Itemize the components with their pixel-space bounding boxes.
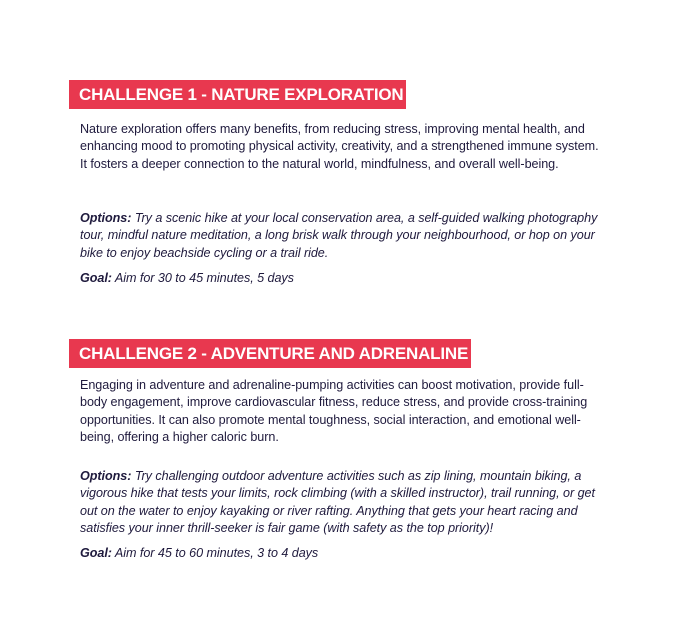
challenge-1-intro: Nature exploration offers many benefits, from reducing stress, improving mental health, and enhancing mood to promoting physical activity, creativity, and a strengthened immune system. It fosters a deeper connection to the natural world, mindfulness, and overall well-being.: [80, 122, 599, 171]
challenge-2-options: [80, 468, 605, 538]
challenge-1-goal: [80, 270, 605, 287]
challenge-1-options: [80, 210, 605, 262]
challenge-2-options-label: Options:: [80, 469, 132, 483]
challenge-2-title: CHALLENGE 2 - ADVENTURE AND ADRENALINE: [69, 339, 471, 368]
challenge-2-intro: Engaging in adventure and adrenaline-pumping activities can boost motivation, provide full-body engagement, improve cardiovascular fitness, reduce stress, and provide cross-training opportunities. It can also promote mental toughness, social interaction, and emotional well-being, offering a higher caloric burn.: [80, 378, 588, 445]
challenge-1-options-label: Options:: [80, 211, 132, 225]
challenge-1-goal-text: Aim for 30 to 45 minutes, 5 days: [111, 271, 294, 285]
challenge-1-title: CHALLENGE 1 - NATURE EXPLORATION: [69, 80, 406, 109]
challenge-2-goal-label: Goal:: [80, 546, 112, 560]
challenge-2-goal: [80, 545, 605, 562]
challenge-1-options-text: Try a scenic hike at your local conservation area, a self-guided walking photography tour, mindful nature meditation, a long brisk walk through your neighbourhood, or hop on your bike to enjoy beachside cycling or a trail ride.: [80, 211, 598, 260]
challenge-2-goal-text: Aim for 45 to 60 minutes, 3 to 4 days: [111, 546, 319, 560]
challenge-1-goal-label: Goal:: [80, 271, 112, 285]
challenge-2-options-text: Try challenging outdoor adventure activities such as zip lining, mountain biking, a vigorous hike that tests your limits, rock climbing (with a skilled instructor), trail running, or get out on the water to enjoy kayaking or river rafting. Anything that gets your heart racing and satisfies your inner thrill-seeker is fair game (with safety as the top priority)!: [80, 469, 595, 536]
